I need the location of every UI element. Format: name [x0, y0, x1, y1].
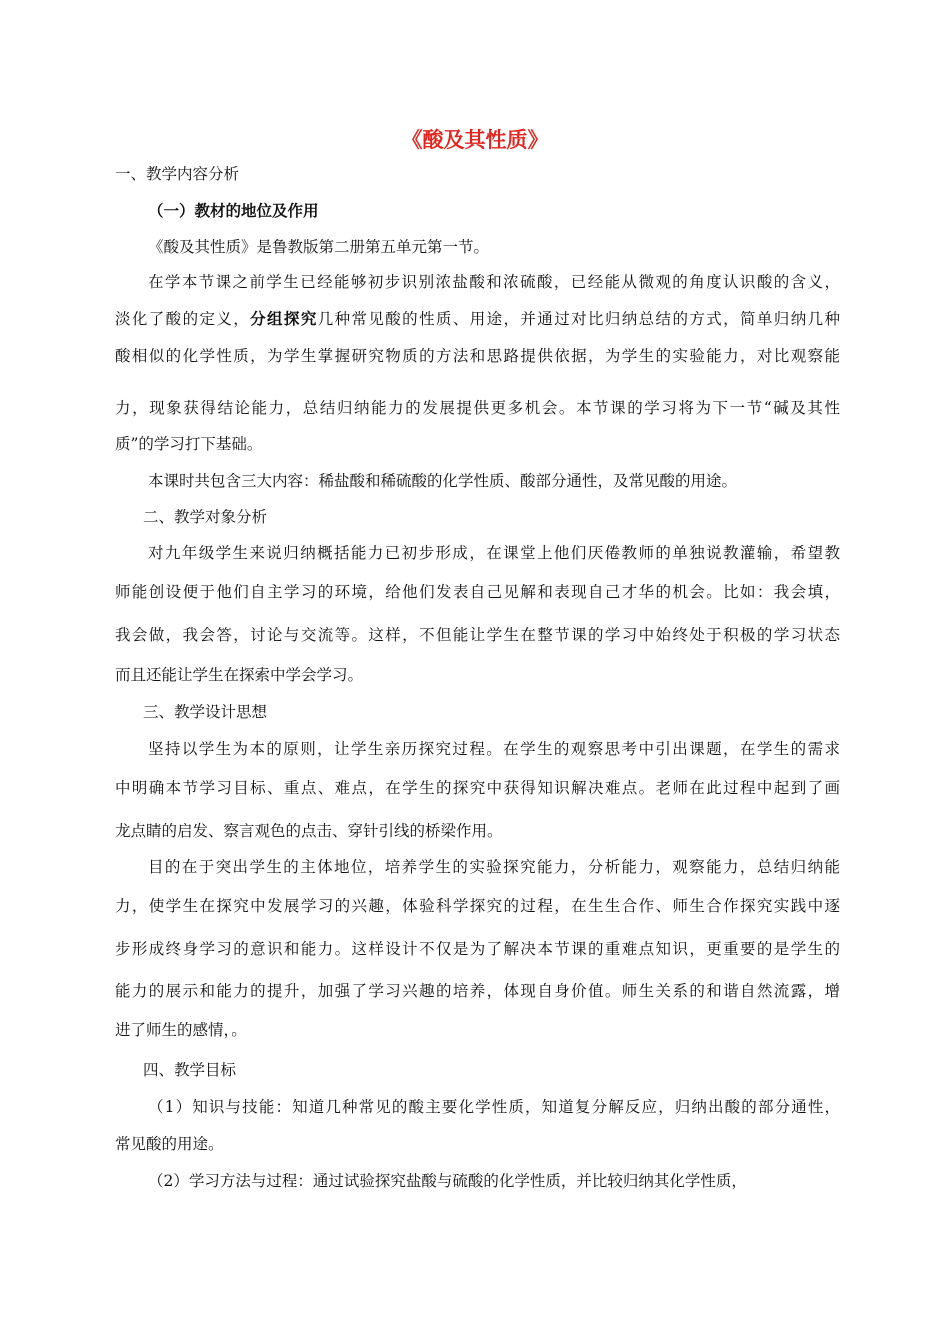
paragraph-text: 淡化了酸的定义， — [115, 310, 251, 328]
paragraph-line: 常见酸的用途。 — [115, 1135, 224, 1153]
paragraph-line: 酸相似的化学性质，为学生掌握研究物质的方法和思路提供依据，为学生的实验能力，对比观察能 — [115, 347, 840, 365]
section-heading-learner-analysis: 二、教学对象分析 — [143, 508, 268, 526]
paragraph-line: 在学本节课之前学生已经能够初步识别浓盐酸和浓硫酸，已经能从微观的角度认识酸的含义， — [148, 273, 840, 291]
paragraph-text: 几种常见酸的性质、用途，并通过对比归纳总结的方式，简单归纳几种 — [317, 310, 840, 328]
emphasis-text: 分组探究 — [250, 310, 318, 328]
paragraph-line: 能力的展示和能力的提升，加强了学习兴趣的培养，体现自身价值。师生关系的和谐自然流露，增 — [115, 982, 840, 1000]
paragraph-line: 力，现象获得结论能力，总结归纳能力的发展提供更多机会。本节课的学习将为下一节“碱及其性 — [115, 399, 840, 417]
paragraph-line: （2）学习方法与过程：通过试验探究盐酸与硫酸的化学性质，并比较归纳其化学性质， — [148, 1172, 747, 1190]
paragraph-line: 我会做，我会答，讨论与交流等。这样，不但能让学生在整节课的学习中始终处于积极的学习状态 — [115, 626, 840, 644]
paragraph-line: 目的在于突出学生的主体地位，培养学生的实验探究能力，分析能力，观察能力，总结归纳能 — [148, 858, 840, 876]
paragraph-line: 龙点睛的启发、察言观色的点击、穿针引线的桥梁作用。 — [115, 822, 503, 840]
subsection-heading-textbook-role: （一）教材的地位及作用 — [148, 202, 319, 220]
paragraph-line: 步形成终身学习的意识和能力。这样设计不仅是为了解决本节课的重难点知识，更重要的是学生的 — [115, 940, 840, 958]
section-heading-design-idea: 三、教学设计思想 — [143, 703, 268, 721]
document-title: 《酸及其性质》 — [401, 128, 549, 152]
paragraph-line — [115, 309, 840, 329]
paragraph-line: 对九年级学生来说归纳概括能力已初步形成，在课堂上他们厌倦教师的单独说教灌输，希望教 — [148, 544, 840, 562]
paragraph-line: 进了师生的感情，。 — [115, 1021, 247, 1039]
paragraph-line: 坚持以学生为本的原则，让学生亲历探究过程。在学生的观察思考中引出课题，在学生的需求 — [148, 740, 840, 758]
section-heading-teaching-goals: 四、教学目标 — [143, 1061, 237, 1079]
paragraph-line: 师能创设便于他们自主学习的环境，给他们发表自己见解和表现自己才华的机会。比如：我会填， — [115, 583, 840, 601]
paragraph-line: （1）知识与技能：知道几种常见的酸主要化学性质，知道复分解反应，归纳出酸的部分通性， — [148, 1098, 840, 1116]
paragraph-line: 质”的学习打下基础。 — [115, 435, 263, 453]
section-heading-content-analysis: 一、教学内容分析 — [115, 165, 240, 183]
paragraph-line: 中明确本节学习目标、重点、难点，在学生的探究中获得知识解决难点。老师在此过程中起到了画 — [115, 779, 840, 797]
paragraph-line: 力，使学生在探究中发展学习的兴趣，体验科学探究的过程，在生生合作、师生合作探究实践中逐 — [115, 897, 840, 915]
paragraph-line: 《酸及其性质》是鲁教版第二册第五单元第一节。 — [148, 238, 490, 256]
paragraph-line: 而且还能让学生在探索中学会学习。 — [115, 666, 364, 684]
paragraph-line: 本课时共包含三大内容：稀盐酸和稀硫酸的化学性质、酸部分通性，及常见酸的用途。 — [148, 472, 738, 490]
